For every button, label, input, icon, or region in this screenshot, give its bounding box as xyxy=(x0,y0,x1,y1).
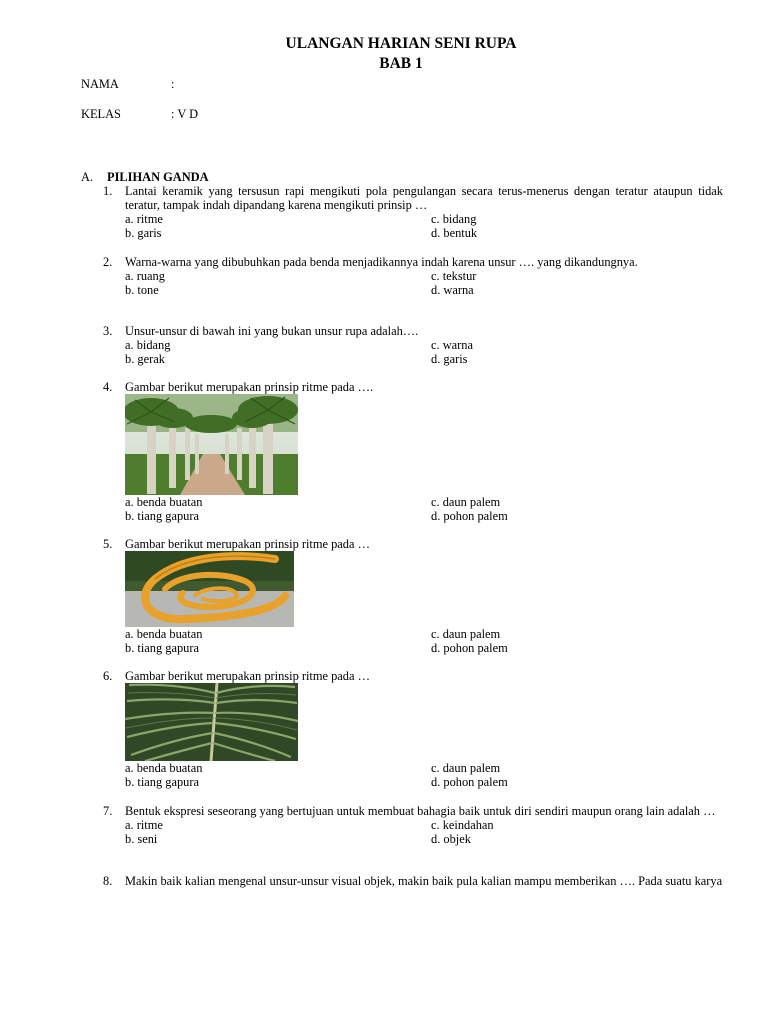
answer-options xyxy=(125,338,723,366)
option-b[interactable]: b. tiang gapura xyxy=(125,509,199,523)
option-a[interactable]: a. ritme xyxy=(125,818,163,832)
question-3 xyxy=(103,324,723,366)
question-7 xyxy=(103,804,723,846)
question-number: 5. xyxy=(103,537,113,551)
name-field xyxy=(81,77,174,91)
question-8 xyxy=(103,874,723,888)
question-2 xyxy=(103,255,723,297)
question-number: 6. xyxy=(103,669,113,683)
option-d[interactable]: d. bentuk xyxy=(431,226,478,240)
class-field xyxy=(81,107,198,121)
option-d[interactable]: d. pohon palem xyxy=(431,641,508,655)
question-5 xyxy=(103,537,723,655)
option-b[interactable]: b. seni xyxy=(125,832,158,846)
question-number: 7. xyxy=(103,804,113,818)
spiral-sculpture-photo xyxy=(125,551,294,627)
option-a[interactable]: a. benda buatan xyxy=(125,627,203,641)
option-c[interactable]: c. warna xyxy=(431,338,473,352)
page-subtitle: BAB 1 xyxy=(379,55,423,72)
section-letter: A. xyxy=(81,170,94,184)
question-number: 2. xyxy=(103,255,113,269)
answer-options xyxy=(125,495,723,523)
palm-tree-avenue-photo xyxy=(125,394,298,495)
question-4 xyxy=(103,380,723,523)
question-1 xyxy=(103,184,723,240)
class-label: KELAS xyxy=(81,107,121,121)
answer-options xyxy=(125,269,723,297)
option-c[interactable]: c. daun palem xyxy=(431,495,501,509)
question-stem: Gambar berikut merupakan prinsip ritme pada … xyxy=(125,537,370,551)
question-stem: Bentuk ekspresi seseorang yang bertujuan untuk membuat bahagia baik untuk diri sendiri maupun orang lain adalah … xyxy=(125,804,716,818)
option-a[interactable]: a. bidang xyxy=(125,338,171,352)
option-b[interactable]: b. tiang gapura xyxy=(125,775,199,789)
question-stem: Unsur-unsur di bawah ini yang bukan unsur rupa adalah…. xyxy=(125,324,419,338)
question-number: 4. xyxy=(103,380,113,394)
question-stem: Gambar berikut merupakan prinsip ritme pada … xyxy=(125,669,370,683)
answer-options xyxy=(125,627,723,655)
question-stem: Gambar berikut merupakan prinsip ritme pada …. xyxy=(125,380,374,394)
question-stem: Lantai keramik yang tersusun rapi mengikuti pola pengulangan secara terus-menerus dengan teratur ataupun tidak teratur, tampak indah dipandang karena mengikuti prinsip … xyxy=(125,184,723,212)
question-stem: Warna-warna yang dibubuhkan pada benda menjadikannya indah karena unsur …. yang dikandungnya. xyxy=(125,255,638,269)
option-b[interactable]: b. garis xyxy=(125,226,162,240)
option-d[interactable]: d. warna xyxy=(431,283,474,297)
option-a[interactable]: a. ritme xyxy=(125,212,163,226)
option-c[interactable]: c. bidang xyxy=(431,212,477,226)
class-value: : V D xyxy=(171,107,199,121)
option-d[interactable]: d. garis xyxy=(431,352,468,366)
page-title: ULANGAN HARIAN SENI RUPA xyxy=(285,35,517,52)
answer-options xyxy=(125,212,723,240)
option-b[interactable]: b. tiang gapura xyxy=(125,641,199,655)
option-a[interactable]: a. benda buatan xyxy=(125,495,203,509)
option-d[interactable]: d. pohon palem xyxy=(431,509,508,523)
name-value: : xyxy=(171,77,175,91)
option-c[interactable]: c. keindahan xyxy=(431,818,494,832)
option-c[interactable]: c. daun palem xyxy=(431,761,501,775)
option-b[interactable]: b. tone xyxy=(125,283,159,297)
option-d[interactable]: d. objek xyxy=(431,832,471,846)
option-a[interactable]: a. ruang xyxy=(125,269,165,283)
section-heading xyxy=(81,170,209,184)
question-number: 1. xyxy=(103,184,113,198)
question-stem: Makin baik kalian mengenal unsur-unsur visual objek, makin baik pula kalian mampu memberikan …. Pada suatu karya xyxy=(125,874,723,888)
section-title: PILIHAN GANDA xyxy=(107,170,209,184)
question-number: 3. xyxy=(103,324,113,338)
name-label: NAMA xyxy=(81,77,119,91)
question-6 xyxy=(103,669,723,789)
option-c[interactable]: c. daun palem xyxy=(431,627,501,641)
option-b[interactable]: b. gerak xyxy=(125,352,165,366)
option-a[interactable]: a. benda buatan xyxy=(125,761,203,775)
option-d[interactable]: d. pohon palem xyxy=(431,775,508,789)
option-c[interactable]: c. tekstur xyxy=(431,269,477,283)
palm-leaf-photo xyxy=(125,683,298,761)
answer-options xyxy=(125,761,723,789)
answer-options xyxy=(125,818,723,846)
question-number: 8. xyxy=(103,874,113,888)
